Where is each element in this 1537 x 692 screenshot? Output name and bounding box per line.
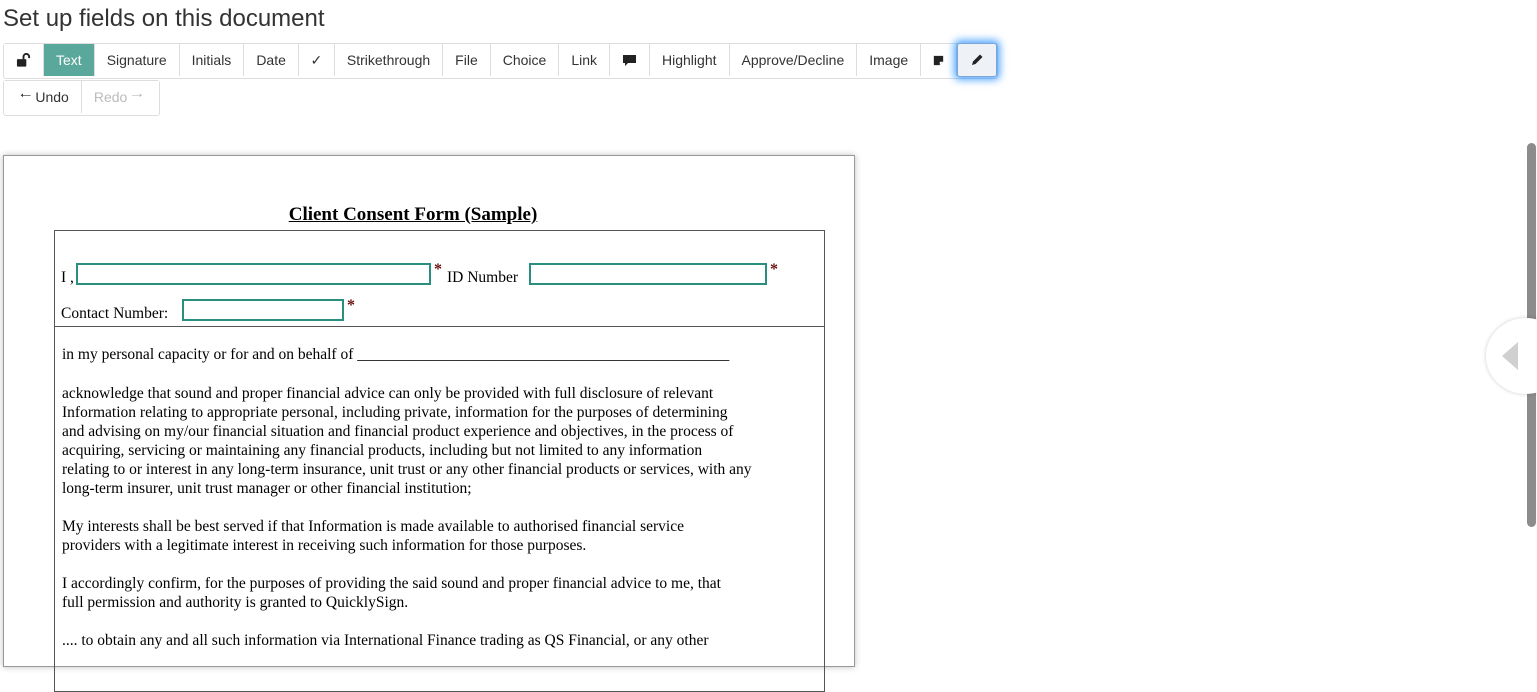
lock-button[interactable] (4, 44, 44, 76)
redo-label: Redo (93, 89, 128, 105)
chevron-left-icon (1502, 342, 1518, 370)
id-number-required-mark: * (770, 261, 778, 278)
file-tool-button[interactable]: File (443, 44, 491, 76)
draw-tool-button[interactable] (957, 43, 997, 77)
arrow-left-icon: 🠀 (20, 87, 32, 103)
contact-number-field[interactable] (182, 299, 344, 321)
contact-number-label: Contact Number: (61, 305, 169, 322)
paragraph-obtain (62, 631, 822, 650)
redo-button[interactable] (82, 81, 159, 113)
date-tool-button[interactable]: Date (244, 44, 299, 76)
pencil-icon (970, 53, 984, 67)
id-number-label: ID Number (447, 269, 519, 286)
name-field[interactable] (76, 263, 431, 285)
name-label: I , (61, 269, 74, 286)
form-divider (55, 326, 824, 327)
side-panel-toggle[interactable] (1486, 318, 1537, 394)
form-box (54, 230, 825, 692)
sticky-note-tool-button[interactable] (921, 44, 957, 76)
sticky-note-icon (933, 54, 944, 67)
comment-tool-button[interactable] (610, 44, 650, 76)
link-tool-button[interactable]: Link (559, 44, 610, 76)
paragraph-disclosure (62, 384, 822, 498)
paragraph-interests (62, 517, 822, 555)
document-title: Client Consent Form (Sample) (288, 204, 538, 225)
signature-tool-button[interactable]: Signature (95, 44, 180, 76)
paragraph-line: Information relating to appropriate personal, including private, information for the purposes of determining (62, 404, 728, 421)
document-page (3, 155, 855, 667)
undo-label: Undo (35, 89, 69, 105)
paragraph-confirmation (62, 574, 822, 612)
page-title: Set up fields on this document (3, 5, 325, 32)
capacity-line: in my personal capacity or for and on behalf of ________________________________________________ (62, 346, 730, 363)
name-required-mark: * (434, 261, 442, 278)
initials-tool-button[interactable]: Initials (180, 44, 245, 76)
check-tool-button[interactable]: ✓ (299, 44, 335, 76)
strikethrough-tool-button[interactable]: Strikethrough (335, 44, 443, 76)
arrow-right-icon: 🠂 (131, 87, 143, 103)
paragraph-line: .... to obtain any and all such information via International Finance trading as QS Financial, or any other (62, 632, 709, 649)
id-number-field[interactable] (529, 263, 767, 285)
contact-number-required-mark: * (347, 297, 355, 314)
paragraph-line: acknowledge that sound and proper financial advice can only be provided with full disclosure of relevant (62, 385, 714, 402)
text-tool-button[interactable]: Text (44, 44, 95, 76)
paragraph-line: full permission and authority is granted to QuicklySign. (62, 594, 409, 611)
paragraph-line: I accordingly confirm, for the purposes of providing the said sound and proper financial advice to me, that (62, 575, 721, 592)
approve-decline-tool-button[interactable]: Approve/Decline (730, 44, 858, 76)
paragraph-line: acquiring, servicing or maintaining any financial products, including but not limited to any information (62, 442, 703, 459)
paragraph-line: My interests shall be best served if that Information is made available to authorised financial service (62, 518, 684, 535)
field-toolbar (3, 43, 998, 79)
paragraph-line: and advising on my/our financial situation and financial product experience and objectives, in the process of (62, 423, 734, 440)
paragraph-line: providers with a legitimate interest in receiving such information for those purposes. (62, 537, 587, 554)
image-tool-button[interactable]: Image (857, 44, 921, 76)
unlock-icon (16, 53, 31, 67)
choice-tool-button[interactable]: Choice (491, 44, 560, 76)
undo-button[interactable] (4, 81, 82, 113)
comment-icon (622, 54, 637, 67)
paragraph-line: long-term insurer, unit trust manager or other financial institution; (62, 480, 472, 497)
history-controls (3, 80, 160, 116)
paragraph-line: relating to or interest in any long-term insurance, unit trust or any other financial products or services, with any (62, 461, 752, 478)
highlight-tool-button[interactable]: Highlight (650, 44, 729, 76)
